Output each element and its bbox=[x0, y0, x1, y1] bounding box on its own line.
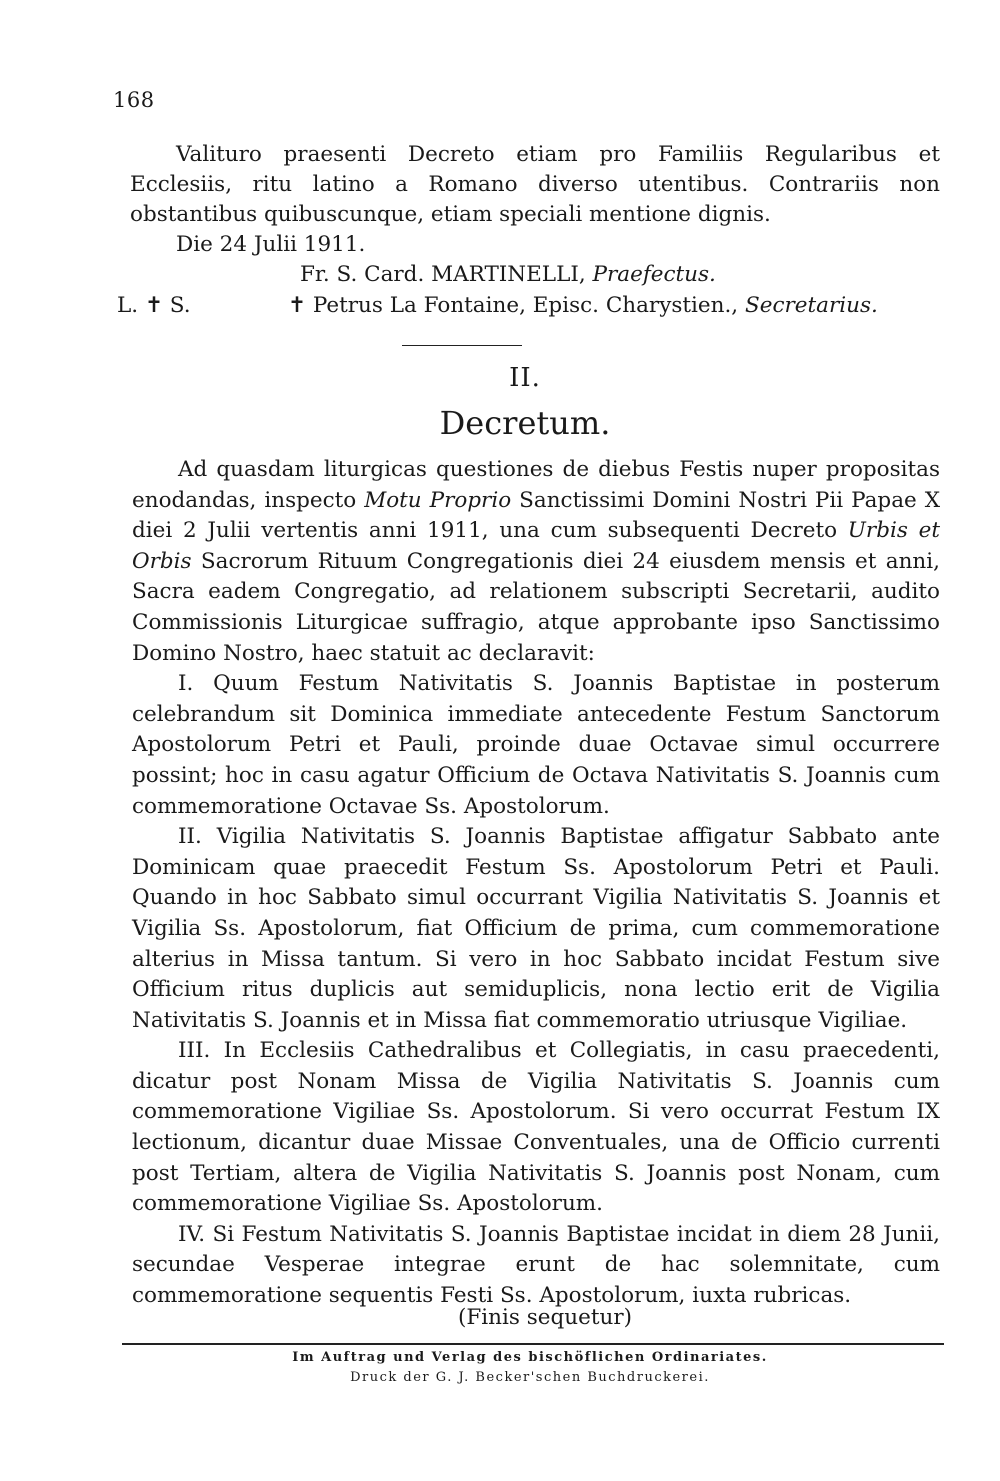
decree-date: Die 24 Julii 1911. bbox=[176, 232, 366, 257]
intro-text-2: Sanctissimi Domini Nostri Pii Papae X diei 2 Julii vertentis anni 1911, una cum subsequenti Decreto bbox=[132, 487, 940, 544]
secretary-title: Secretarius. bbox=[745, 293, 878, 318]
prefect-name: Fr. S. Card. MARTINELLI, bbox=[300, 262, 586, 287]
secretary-signature bbox=[288, 293, 878, 318]
section-title: Decretum. bbox=[439, 404, 611, 442]
page-number: 168 bbox=[113, 88, 155, 112]
intro-italic-motu-proprio: Motu Proprio bbox=[364, 487, 512, 513]
previous-decree-conclusion bbox=[130, 140, 940, 260]
prefect-signature bbox=[300, 262, 716, 287]
seal-mark: L. ✝ S. bbox=[117, 293, 191, 318]
section-divider bbox=[402, 345, 522, 346]
intro-paragraph bbox=[132, 455, 940, 669]
decree-item-2: II. Vigilia Nativitatis S. Joannis Baptistae affigatur Sabbato ante Dominicam quae praecedit Festum Ss. Apostolorum Petri et Pauli. Quando in hoc Sabbato simul occurrant Vigilia Nativitatis S. Joannis et Vigilia Ss. Apostolorum, fiat Officium de prima, cum commemoratione alterius in Missa tantum. Si vero in hoc Sabbato incidat Festum sive Officium ritus duplicis aut semiduplicis, nona lectio erit de Vigilia Nativitatis S. Joannis et in Missa fiat commemoratio utriusque Vigiliae. bbox=[132, 824, 940, 1033]
decree-body bbox=[132, 455, 940, 1312]
intro-text-3: Sacrorum Rituum Congregationis diei 24 eiusdem mensis et anni, Sacra eadem Congregatio, ad relationem subscripti Secretarii, audito Commissionis Liturgicae suffragio, atque approbante ipso Sanctissimo Domino Nostro, haec statuit ac declaravit: bbox=[132, 548, 940, 666]
decree-item-1: I. Quum Festum Nativitatis S. Joannis Baptistae in posterum celebrandum sit Dominica immediate antecedente Festum Sanctorum Apostolorum Petri et Pauli, proinde duae Octavae simul occurrere possint; hoc in casu agatur Officium de Octava Nativitatis S. Joannis cum commemoratione Octavae Ss. Apostolorum. bbox=[132, 671, 940, 819]
closing-paragraph: Valituro praesenti Decreto etiam pro Familiis Regularibus et Ecclesiis, ritu latino a Romano diverso utentibus. Contrariis non obstantibus quibuscunque, etiam speciali mentione dignis. bbox=[130, 142, 940, 227]
intro-text-1: Ad quasdam liturgicas questiones de diebus Festis nuper propositas enodandas, inspecto bbox=[132, 457, 940, 513]
section-number: II. bbox=[509, 363, 541, 393]
footer-rule bbox=[122, 1343, 944, 1345]
intro-italic-urbis-et-orbis: Urbis et Orbis bbox=[132, 518, 940, 574]
secretary-name: ✝ Petrus La Fontaine, Episc. Charystien., bbox=[288, 293, 739, 318]
continued-note: (Finis sequetur) bbox=[457, 1305, 632, 1330]
printer-line: Druck der G. J. Becker'schen Buchdruckerei. bbox=[350, 1370, 710, 1385]
publisher-line: Im Auftrag und Verlag des bischöflichen Ordinariates. bbox=[292, 1350, 768, 1365]
prefect-title: Praefectus. bbox=[592, 262, 716, 287]
decree-item-4: IV. Si Festum Nativitatis S. Joannis Baptistae incidat in diem 28 Junii, secundae Vesperae integrae erunt de hac solemnitate, cum commemoratione sequentis Festi Ss. Apostolorum, iuxta rubricas. bbox=[132, 1221, 940, 1309]
decree-item-3: III. In Ecclesiis Cathedralibus et Collegiatis, in casu praecedenti, dicatur post Nonam Missa de Vigilia Nativitatis S. Joannis cum commemoratione Vigiliae Ss. Apostolorum. Si vero occurrat Festum IX lectionum, dicantur duae Missae Conventuales, una de Officio currenti post Tertiam, altera de Vigilia Nativitatis S. Joannis post Nonam, cum commemoratione Vigiliae Ss. Apostolorum. bbox=[132, 1038, 940, 1217]
